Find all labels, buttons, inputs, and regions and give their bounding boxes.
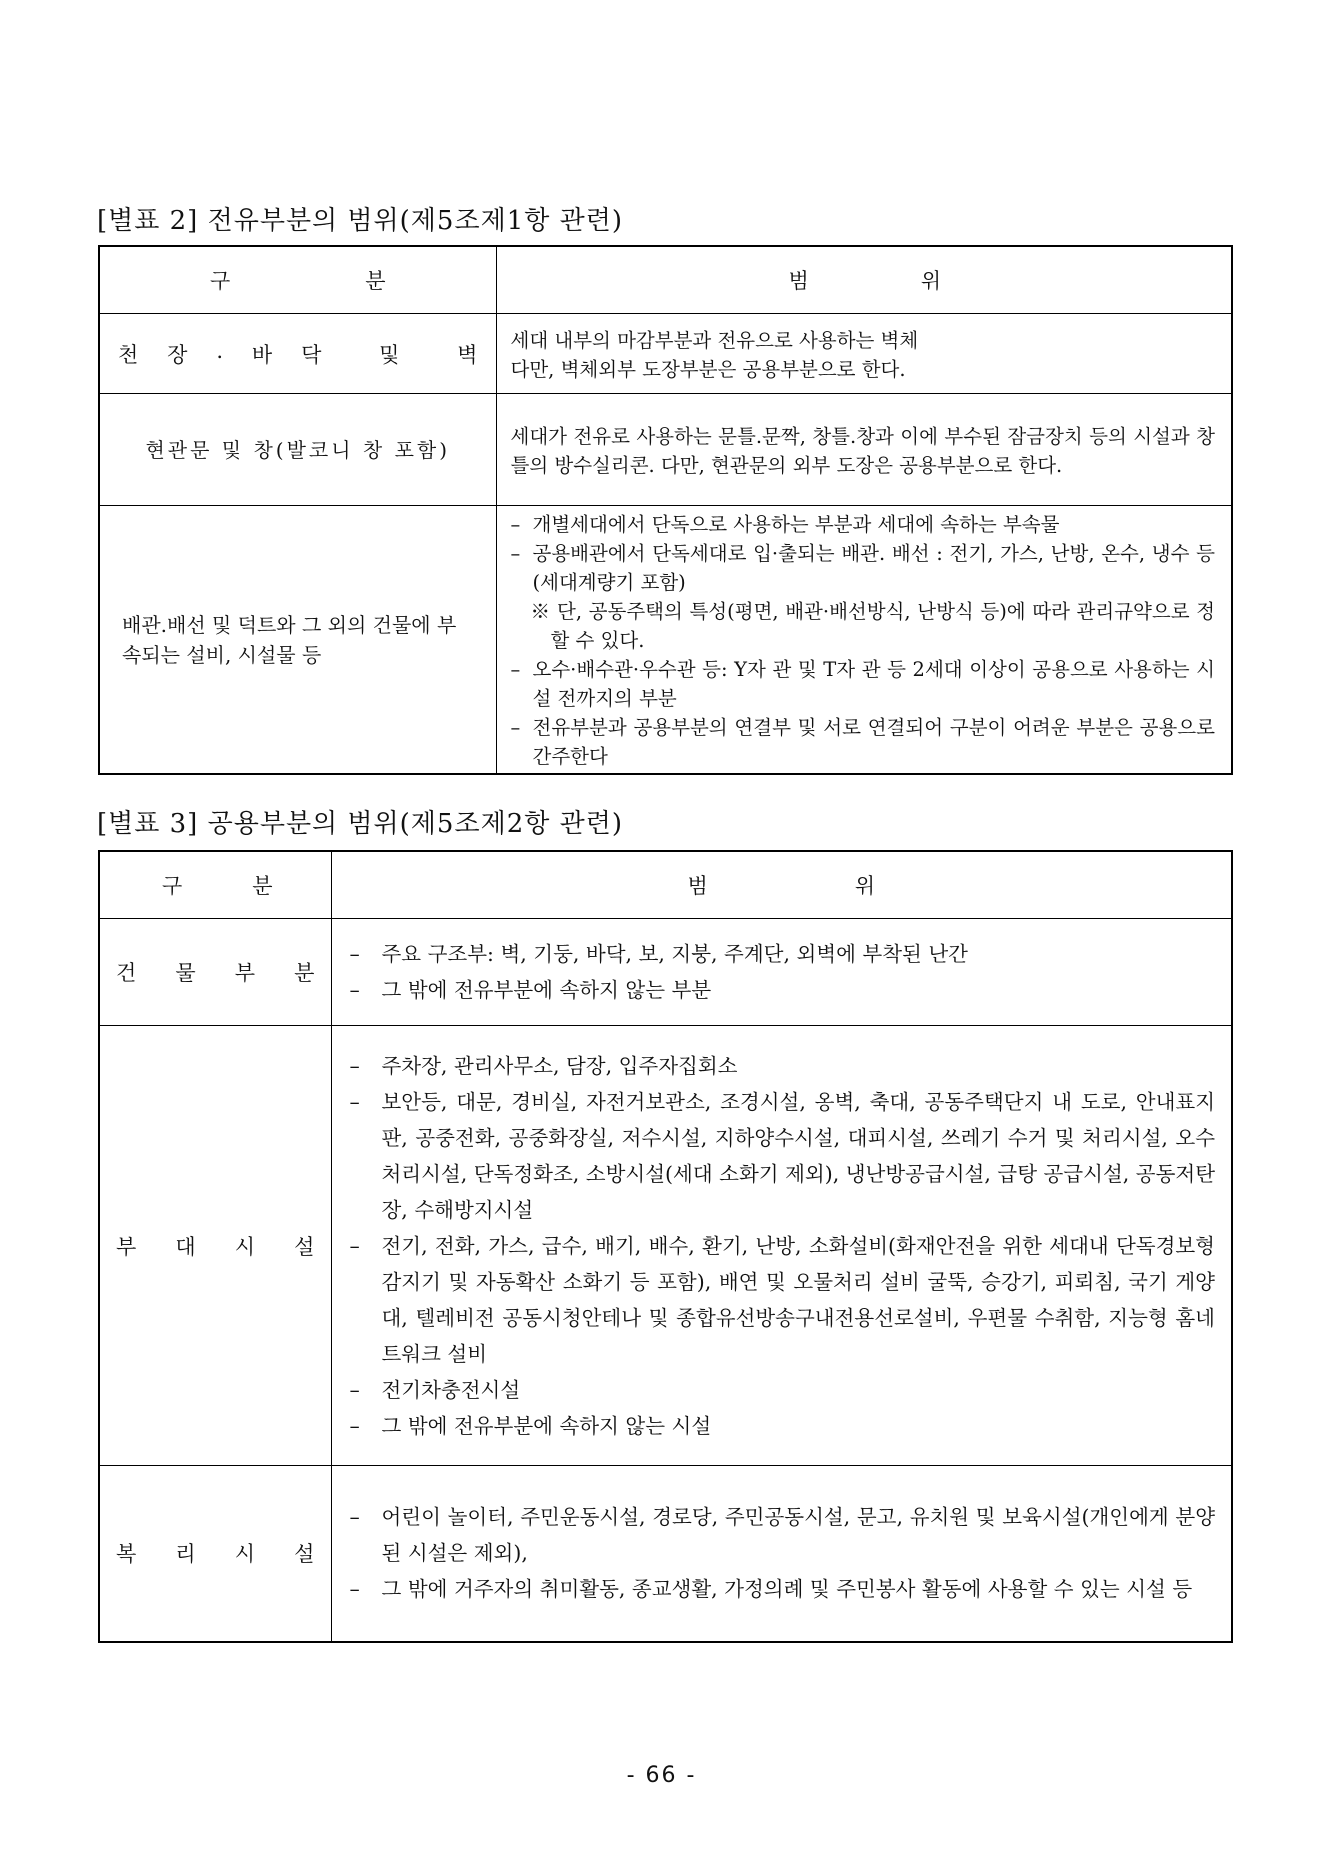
header-range: 범 위 <box>496 246 1232 314</box>
page-number: - 66 - <box>626 1763 697 1788</box>
table-row <box>99 394 1232 506</box>
range-cell <box>331 1466 1232 1642</box>
list-item: – 그 밖에 전유부분에 속하지 않는 시설 <box>350 1408 1216 1444</box>
list-item: – 오수·배수관·우수관 등: Y자 관 및 T자 관 등 2세대 이상이 공용으로 사용하는 시설 전까지의 부분 <box>511 655 1216 713</box>
range-cell <box>496 506 1232 775</box>
list-item: – 공용배관에서 단독세대로 입·출되는 배관. 배선 : 전기, 가스, 난방, 온수, 냉수 등(세대계량기 포함) <box>511 539 1216 597</box>
range-cell: 세대 내부의 마감부분과 전유으로 사용하는 벽체 다만, 벽체외부 도장부분은 공용부분으로 한다. <box>496 314 1232 394</box>
range-cell <box>331 919 1232 1026</box>
list-item: – 주차장, 관리사무소, 담장, 입주자집회소 <box>350 1048 1216 1084</box>
table-row <box>99 1466 1232 1642</box>
table-header-row <box>99 246 1232 314</box>
table-row <box>99 919 1232 1026</box>
common-area-table <box>98 850 1233 1643</box>
list-item: – 어린이 놀이터, 주민운동시설, 경로당, 주민공동시설, 문고, 유치원 및 보육시설(개인에게 분양된 시설은 제외), <box>350 1499 1216 1571</box>
header-category: 구 분 <box>99 246 496 314</box>
list-item: – 전기차충전시설 <box>350 1372 1216 1408</box>
category-cell: 복 리 시 설 <box>99 1466 331 1642</box>
exclusive-area-table <box>98 245 1233 775</box>
list-item: – 그 밖에 거주자의 취미활동, 종교생활, 가정의례 및 주민봉사 활동에 사용할 수 있는 시설 등 <box>350 1571 1216 1607</box>
header-range: 범 위 <box>331 851 1232 919</box>
table-row <box>99 314 1232 394</box>
table-row <box>99 506 1232 775</box>
list-item: – 그 밖에 전유부분에 속하지 않는 부분 <box>350 972 1216 1008</box>
range-cell <box>331 1026 1232 1466</box>
category-cell: 현관문 및 창(발코니 창 포함) <box>99 394 496 506</box>
list-item: – 전기, 전화, 가스, 급수, 배기, 배수, 환기, 난방, 소화설비(화재안전을 위한 세대내 단독경보형 감지기 및 자동확산 소화기 등 포함), 배연 및 오물처리 설비 굴뚝, 승강기, 피뢰침, 국기 게양대, 텔레비전 공동시청안테나 및 종합유선방송구내전용선로설비, 우편물 수취함, 지능형 홈네트워크 설비 <box>350 1228 1216 1372</box>
category-cell: 천 장 . 바 닥 및 벽 <box>99 314 496 394</box>
list-item: – 개별세대에서 단독으로 사용하는 부분과 세대에 속하는 부속물 <box>511 510 1216 539</box>
category-cell: 배관.배선 및 덕트와 그 외의 건물에 부속되는 설비, 시설물 등 <box>99 506 496 775</box>
list-item: – 전유부분과 공용부분의 연결부 및 서로 연결되어 구분이 어려운 부분은 공용으로 간주한다 <box>511 713 1216 771</box>
list-item: – 주요 구조부: 벽, 기둥, 바닥, 보, 지붕, 주계단, 외벽에 부착된 난간 <box>350 936 1216 972</box>
list-item: – 보안등, 대문, 경비실, 자전거보관소, 조경시설, 옹벽, 축대, 공동주택단지 내 도로, 안내표지판, 공중전화, 공중화장실, 저수시설, 지하양수시설, 대피시설, 쓰레기 수거 및 처리시설, 오수처리시설, 단독정화조, 소방시설(세대 소화기 제외), 냉난방공급시설, 급탕 공급시설, 공동저탄장, 수해방지시설 <box>350 1084 1216 1228</box>
header-category: 구 분 <box>99 851 331 919</box>
table3-title: [별표 3] 공용부분의 범위(제5조제2항 관련) <box>97 809 623 839</box>
table-header-row <box>99 851 1232 919</box>
table-row <box>99 1026 1232 1466</box>
range-cell: 세대가 전유로 사용하는 문틀.문짝, 창틀.창과 이에 부수된 잠금장치 등의 시설과 창틀의 방수실리콘. 다만, 현관문의 외부 도장은 공용부분으로 한다. <box>496 394 1232 506</box>
table2-title: [별표 2] 전유부분의 범위(제5조제1항 관련) <box>97 206 623 236</box>
category-cell: 건 물 부 분 <box>99 919 331 1026</box>
category-cell: 부 대 시 설 <box>99 1026 331 1466</box>
note-text: ※ 단, 공동주택의 특성(평면, 배관·배선방식, 난방식 등)에 따라 관리규약으로 정할 수 있다. <box>530 600 1216 652</box>
